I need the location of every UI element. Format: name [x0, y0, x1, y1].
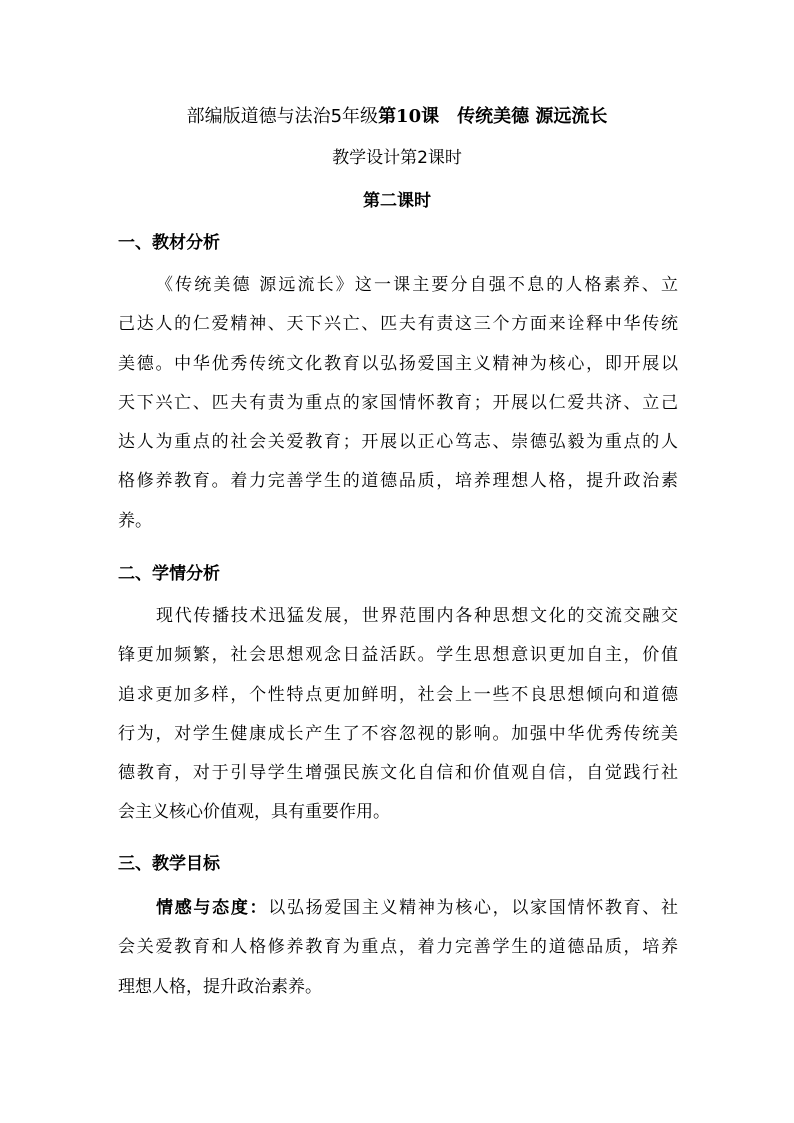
section-heading-textbook-analysis: 一、教材分析	[118, 233, 220, 253]
document-subtitle: 教学设计第2课时	[332, 148, 462, 168]
paragraph-line: 追求更加多样，个性特点更加鲜明，社会上一些不良思想倾向和道德	[118, 684, 678, 705]
paragraph-line: 达人为重点的社会关爱教育；开展以正心笃志、崇德弘毅为重点的人	[118, 432, 678, 453]
section-body-textbook-analysis	[118, 266, 678, 541]
paragraph-line: 《传统美德 源远流长》这一课主要分自强不息的人格素养、立	[156, 275, 678, 295]
paragraph-line: 理想人格，提升政治素养。	[118, 976, 322, 997]
document-title	[0, 103, 794, 131]
paragraph-line: 格修养教育。着力完善学生的道德品质，培养理想人格，提升政治素	[118, 471, 678, 492]
goal-lead-label: 情感与态度：	[156, 898, 269, 918]
paragraph-line: 德教育，对于引导学生增强民族文化自信和价值观自信，自觉践行社	[118, 763, 678, 784]
paragraph-line: 行为，对学生健康成长产生了不容忽视的影响。加强中华优秀传统美	[118, 723, 678, 744]
paragraph-line: 会主义核心价值观，具有重要作用。	[118, 802, 390, 823]
paragraph-line: 现代传播技术迅猛发展，世界范围内各种思想文化的交流交融交	[156, 606, 678, 626]
section-heading-teaching-goals: 三、教学目标	[118, 854, 220, 874]
paragraph-line: 锋更加频繁，社会思想观念日益活跃。学生思想意识更加自主，价值	[118, 645, 678, 666]
section-heading-student-analysis: 二、学情分析	[118, 564, 220, 584]
paragraph-line: 天下兴亡、匹夫有责为重点的家国情怀教育；开展以仁爱共济、立己	[118, 392, 678, 413]
paragraph-line: 养。	[118, 510, 152, 531]
section-body-student-analysis	[118, 597, 678, 833]
paragraph-line: 美德。中华优秀传统文化教育以弘扬爱国主义精神为核心，即开展以	[118, 353, 678, 374]
title-lesson: 第10课 传统美德 源远流长	[378, 106, 608, 127]
goal-text: 以弘扬爱国主义精神为核心，以家国情怀教育、社	[268, 898, 679, 918]
paragraph-line: 会关爱教育和人格修养教育为重点，着力完善学生的道德品质，培养	[118, 937, 678, 958]
section-body-teaching-goals	[118, 889, 678, 1007]
paragraph-line	[118, 889, 678, 928]
paragraph-line: 己达人的仁爱精神、天下兴亡、匹夫有责这三个方面来诠释中华传统	[118, 314, 678, 335]
title-subject: 部编版道德与法治5年级	[186, 106, 379, 127]
period-title: 第二课时	[363, 191, 431, 211]
